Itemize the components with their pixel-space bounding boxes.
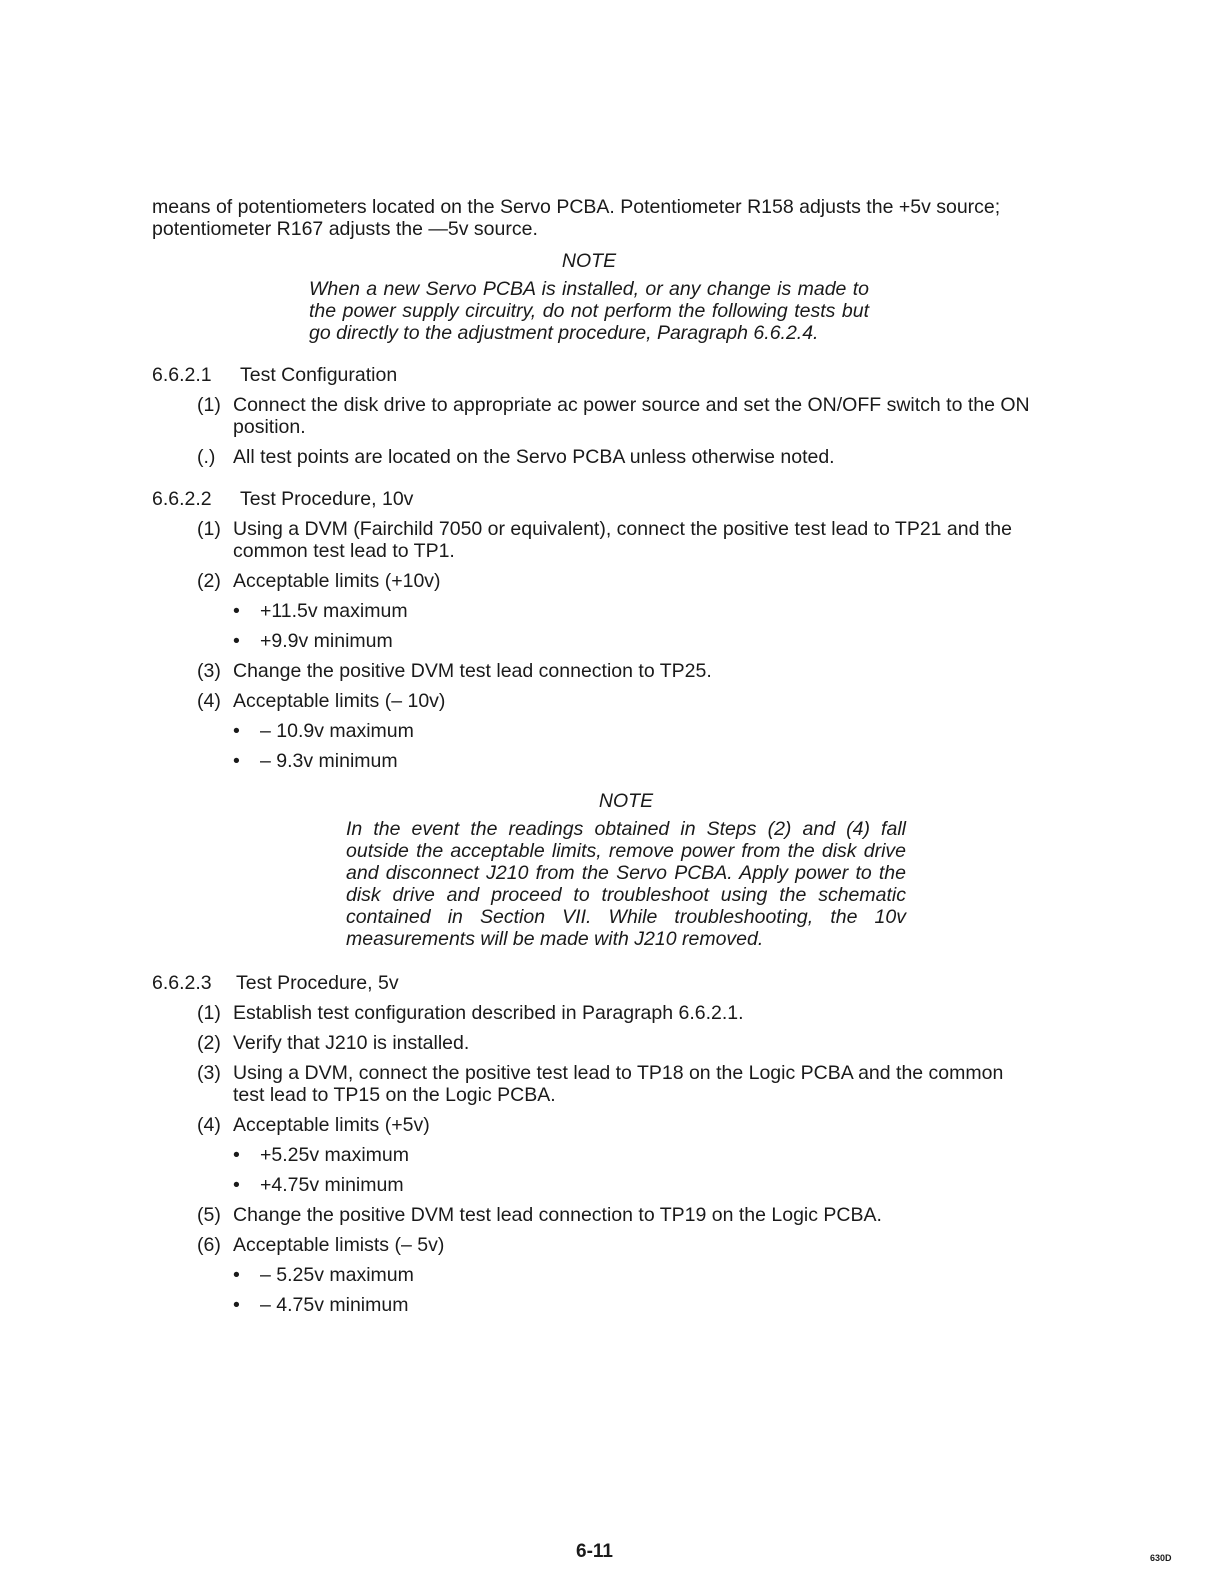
step-number: (1) <box>197 1002 221 1024</box>
bullet-icon: • <box>233 1144 240 1166</box>
bullet-list <box>233 720 1032 772</box>
step-number: (4) <box>197 1114 221 1136</box>
step-text: Acceptable limits (+10v) <box>233 570 441 592</box>
step-item <box>197 1204 1032 1226</box>
bullet-list <box>233 600 1032 652</box>
bullet-text: +9.9v minimum <box>260 630 393 652</box>
bullet-text: +11.5v maximum <box>260 600 408 622</box>
section-title: Test Configuration <box>240 364 398 386</box>
bullet-text: +4.75v minimum <box>260 1174 404 1196</box>
section-test-procedure-5v <box>152 972 1032 1316</box>
bullet-text: – 9.3v minimum <box>260 750 398 772</box>
section-number: 6.6.2.3 <box>152 972 212 994</box>
bullet-item <box>233 720 1032 742</box>
step-text: Connect the disk drive to appropriate ac power source and set the ON/OFF switch to the ON position. <box>233 394 1030 438</box>
note-box-2 <box>346 790 906 950</box>
bullet-item <box>233 630 1032 652</box>
bullet-item <box>233 1294 1032 1316</box>
note-box-1 <box>309 250 869 344</box>
section-heading <box>152 488 1032 510</box>
step-item <box>197 518 1032 562</box>
step-text: Acceptable limits (+5v) <box>233 1114 430 1136</box>
bullet-list <box>233 1264 1032 1316</box>
step-text: Establish test configuration described in Paragraph 6.6.2.1. <box>233 1002 744 1024</box>
step-list <box>197 394 1032 468</box>
bullet-icon: • <box>233 1264 240 1286</box>
bullet-icon: • <box>233 630 240 652</box>
bullet-item <box>233 1144 1032 1166</box>
step-item <box>197 1002 1032 1024</box>
step-text: Change the positive DVM test lead connection to TP25. <box>233 660 712 682</box>
bullet-list <box>233 1144 1032 1196</box>
step-item <box>197 660 1032 682</box>
step-number: (2) <box>197 570 221 592</box>
note-body: In the event the readings obtained in Steps (2) and (4) fall outside the acceptable limits, remove power from the disk drive and disconnect J210 from the Servo PCBA. Apply power to the disk drive and proceed to troubleshoot using the schematic contained in Section VII. While troubleshooting, the 10v measurements will be made with J210 removed. <box>346 818 906 950</box>
step-number: (2) <box>197 1032 221 1054</box>
bullet-icon: • <box>233 1294 240 1316</box>
step-item <box>197 1032 1032 1054</box>
step-item <box>197 1114 1032 1136</box>
bullet-text: – 5.25v maximum <box>260 1264 414 1286</box>
step-text: Acceptable limits (– 10v) <box>233 690 446 712</box>
step-number: (1) <box>197 518 221 540</box>
bullet-item <box>233 1174 1032 1196</box>
note-title: NOTE <box>561 250 617 272</box>
bullet-text: – 10.9v maximum <box>260 720 414 742</box>
step-item <box>197 1234 1032 1256</box>
step-text: Using a DVM (Fairchild 7050 or equivalent), connect the positive test lead to TP21 and the common test lead to TP1. <box>233 518 1012 562</box>
step-text: All test points are located on the Servo PCBA unless otherwise noted. <box>233 446 835 468</box>
step-number: (5) <box>197 1204 221 1226</box>
bullet-item <box>233 750 1032 772</box>
step-text: Change the positive DVM test lead connection to TP19 on the Logic PCBA. <box>233 1204 882 1226</box>
section-title: Test Procedure, 5v <box>236 972 399 994</box>
section-number: 6.6.2.1 <box>152 364 212 386</box>
note-title: NOTE <box>598 790 654 812</box>
step-item <box>197 394 1032 438</box>
section-test-configuration <box>152 364 1032 468</box>
step-list <box>197 518 1032 592</box>
step-number: (3) <box>197 660 221 682</box>
section-number: 6.6.2.2 <box>152 488 212 510</box>
note-body: When a new Servo PCBA is installed, or any change is made to the power supply circuitry, do not perform the following tests but go directly to the adjustment procedure, Paragraph 6.6.2.4. <box>309 278 869 344</box>
step-item <box>197 690 1032 712</box>
step-text: Using a DVM, connect the positive test lead to TP18 on the Logic PCBA and the common test lead to TP15 on the Logic PCBA. <box>233 1062 1004 1106</box>
step-number: (1) <box>197 394 221 416</box>
page-number: 6-11 <box>576 1541 613 1562</box>
step-text: Acceptable limists (– 5v) <box>233 1234 445 1256</box>
step-list <box>197 660 1032 712</box>
step-item <box>197 446 1032 468</box>
section-test-procedure-10v <box>152 488 1032 772</box>
bullet-item <box>233 600 1032 622</box>
step-item <box>197 570 1032 592</box>
step-number: (3) <box>197 1062 221 1084</box>
step-list <box>197 1002 1032 1136</box>
bullet-icon: • <box>233 1174 240 1196</box>
bullet-text: +5.25v maximum <box>260 1144 410 1166</box>
step-number: (4) <box>197 690 221 712</box>
intro-paragraph: means of potentiometers located on the Servo PCBA. Potentiometer R158 adjusts the +5v source; potentiometer R167 adjusts the —5v source. <box>152 196 1001 240</box>
bullet-icon: • <box>233 600 240 622</box>
page-content <box>152 196 1032 1324</box>
bullet-icon: • <box>233 720 240 742</box>
bullet-text: – 4.75v minimum <box>260 1294 409 1316</box>
document-code: 630D <box>1150 1553 1172 1563</box>
step-number: (6) <box>197 1234 221 1256</box>
step-number: (.) <box>197 446 216 468</box>
bullet-icon: • <box>233 750 240 772</box>
step-text: Verify that J210 is installed. <box>233 1032 470 1054</box>
section-title: Test Procedure, 10v <box>240 488 414 510</box>
section-heading <box>152 972 1032 994</box>
bullet-item <box>233 1264 1032 1286</box>
step-item <box>197 1062 1032 1106</box>
section-heading <box>152 364 1032 386</box>
step-list <box>197 1204 1032 1256</box>
